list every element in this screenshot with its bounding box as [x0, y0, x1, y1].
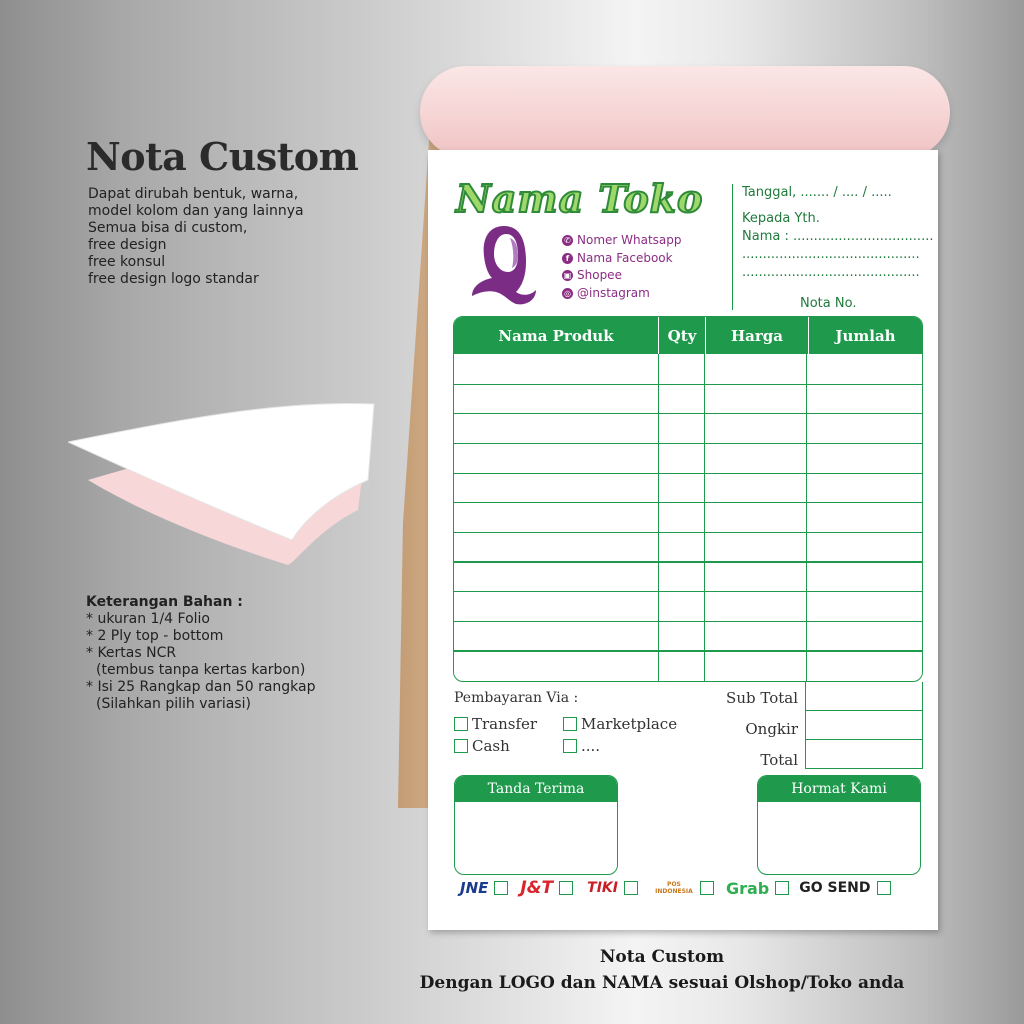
facebook-label: Nama Facebook [577, 250, 673, 265]
payment-option-transfer[interactable] [454, 715, 537, 733]
feature-item: free design logo standar [88, 271, 259, 287]
hijab-logo-icon [470, 222, 540, 306]
material-item: (tembus tanpa kertas karbon) [96, 662, 306, 678]
table-header [454, 317, 922, 354]
feature-item: Semua bisa di custom, [88, 220, 248, 236]
row-divider [454, 532, 922, 533]
column-divider [806, 354, 807, 681]
row-divider [454, 650, 922, 651]
date-field: Tanggal, ....... / .... / ..... [742, 185, 892, 200]
totals-box [805, 682, 923, 769]
totals-divider [806, 710, 922, 711]
receipt-signature-title: Tanda Terima [455, 776, 617, 802]
total-label: Total [760, 751, 798, 769]
feature-item: free konsul [88, 254, 166, 270]
shop-name: Nama Toko [456, 176, 704, 221]
instagram-label: @instagram [577, 285, 650, 300]
row-divider [454, 473, 922, 474]
column-divider [704, 354, 705, 681]
column-header: Qty [659, 317, 706, 354]
social-row [562, 285, 682, 303]
row-divider [454, 591, 922, 592]
courier-tiki[interactable] [579, 880, 638, 896]
courier-gosend[interactable] [795, 880, 890, 896]
checkbox[interactable] [454, 717, 468, 731]
checkbox[interactable] [877, 881, 891, 895]
grab-logo-icon: Grab [725, 878, 770, 898]
items-table [453, 316, 923, 682]
caption-title: Nota Custom [599, 947, 725, 967]
payment-label: Pembayaran Via : [454, 690, 579, 706]
payment-option-other[interactable] [563, 737, 600, 755]
gosend-logo-icon: GO SEND [799, 880, 871, 896]
checkbox[interactable] [559, 881, 573, 895]
social-row [562, 250, 682, 268]
material-item: * ukuran 1/4 Folio [86, 611, 210, 627]
courier-jne[interactable] [460, 879, 508, 897]
column-header: Nama Produk [454, 317, 659, 354]
address-line: ........................................... [742, 265, 920, 280]
courier-jnt[interactable] [514, 878, 573, 898]
row-divider [454, 384, 922, 385]
nota-number: Nota No. [800, 296, 857, 311]
checkbox[interactable] [454, 739, 468, 753]
row-divider [454, 413, 922, 414]
social-row [562, 267, 682, 285]
instagram-icon: ◎ [562, 288, 573, 299]
checkbox[interactable] [494, 881, 508, 895]
material-item: * Kertas NCR [86, 645, 177, 661]
option-label: Transfer [472, 715, 538, 733]
checkbox[interactable] [624, 881, 638, 895]
pos-indonesia-logo-icon: POS INDONESIA [655, 881, 693, 895]
checkbox[interactable] [563, 717, 577, 731]
carbonless-paper-illustration [68, 390, 378, 570]
courier-grab[interactable] [720, 879, 789, 898]
product-title: Nota Custom [86, 134, 359, 179]
column-header: Harga [706, 317, 809, 354]
option-label: Cash [472, 737, 510, 755]
feature-item: Dapat dirubah bentuk, warna, [88, 186, 299, 202]
material-item: (Silahkan pilih variasi) [96, 696, 251, 712]
payment-option-cash[interactable] [454, 737, 510, 755]
payment-option-marketplace[interactable] [563, 715, 677, 733]
tiki-logo-icon: TIKI [587, 880, 618, 896]
totals-divider [806, 739, 922, 740]
social-contacts [562, 232, 682, 302]
whatsapp-icon: ✆ [562, 235, 573, 246]
table-body [454, 354, 922, 681]
subtotal-label: Sub Total [726, 689, 798, 707]
facebook-icon: f [562, 253, 573, 264]
header-divider [732, 184, 733, 310]
regards-signature-title: Hormat Kami [758, 776, 920, 802]
courier-options [460, 878, 891, 898]
column-divider [658, 354, 659, 681]
regards-signature-box [757, 775, 921, 875]
shipping-label: Ongkir [745, 720, 798, 738]
feature-list [88, 186, 304, 288]
option-label: .... [581, 737, 601, 755]
jne-logo-icon: JNE [460, 879, 489, 897]
shopee-icon: ▣ [563, 271, 572, 281]
whatsapp-label: Nomer Whatsapp [577, 233, 682, 247]
checkbox[interactable] [563, 739, 577, 753]
courier-pos[interactable] [644, 881, 714, 895]
material-info-title: Keterangan Bahan : [86, 594, 243, 610]
row-divider [454, 443, 922, 444]
address-line: ........................................... [742, 247, 920, 262]
checkbox[interactable] [775, 881, 789, 895]
material-list [86, 611, 316, 713]
checkbox[interactable] [700, 881, 714, 895]
feature-item: free design [88, 237, 167, 253]
name-field: Nama : .................................. [742, 229, 934, 244]
receipt-signature-box [454, 775, 618, 875]
row-divider [454, 621, 922, 622]
shopee-label: Shopee [577, 268, 622, 282]
material-item: * 2 Ply top - bottom [86, 628, 224, 644]
caption-subtitle: Dengan LOGO dan NAMA sesuai Olshop/Toko anda [419, 973, 905, 993]
jnt-logo-icon: J&T [520, 878, 554, 898]
column-header: Jumlah [835, 326, 896, 345]
material-info [86, 594, 316, 713]
pad-curled-top [420, 66, 950, 158]
material-item: * Isi 25 Rangkap dan 50 rangkap [86, 679, 316, 695]
recipient-info [742, 184, 933, 282]
row-divider [454, 502, 922, 503]
social-row [562, 232, 682, 250]
feature-item: model kolom dan yang lainnya [88, 203, 304, 219]
option-label: Marketplace [581, 715, 678, 733]
addressee-label: Kepada Yth. [742, 211, 820, 226]
row-divider [454, 561, 922, 562]
